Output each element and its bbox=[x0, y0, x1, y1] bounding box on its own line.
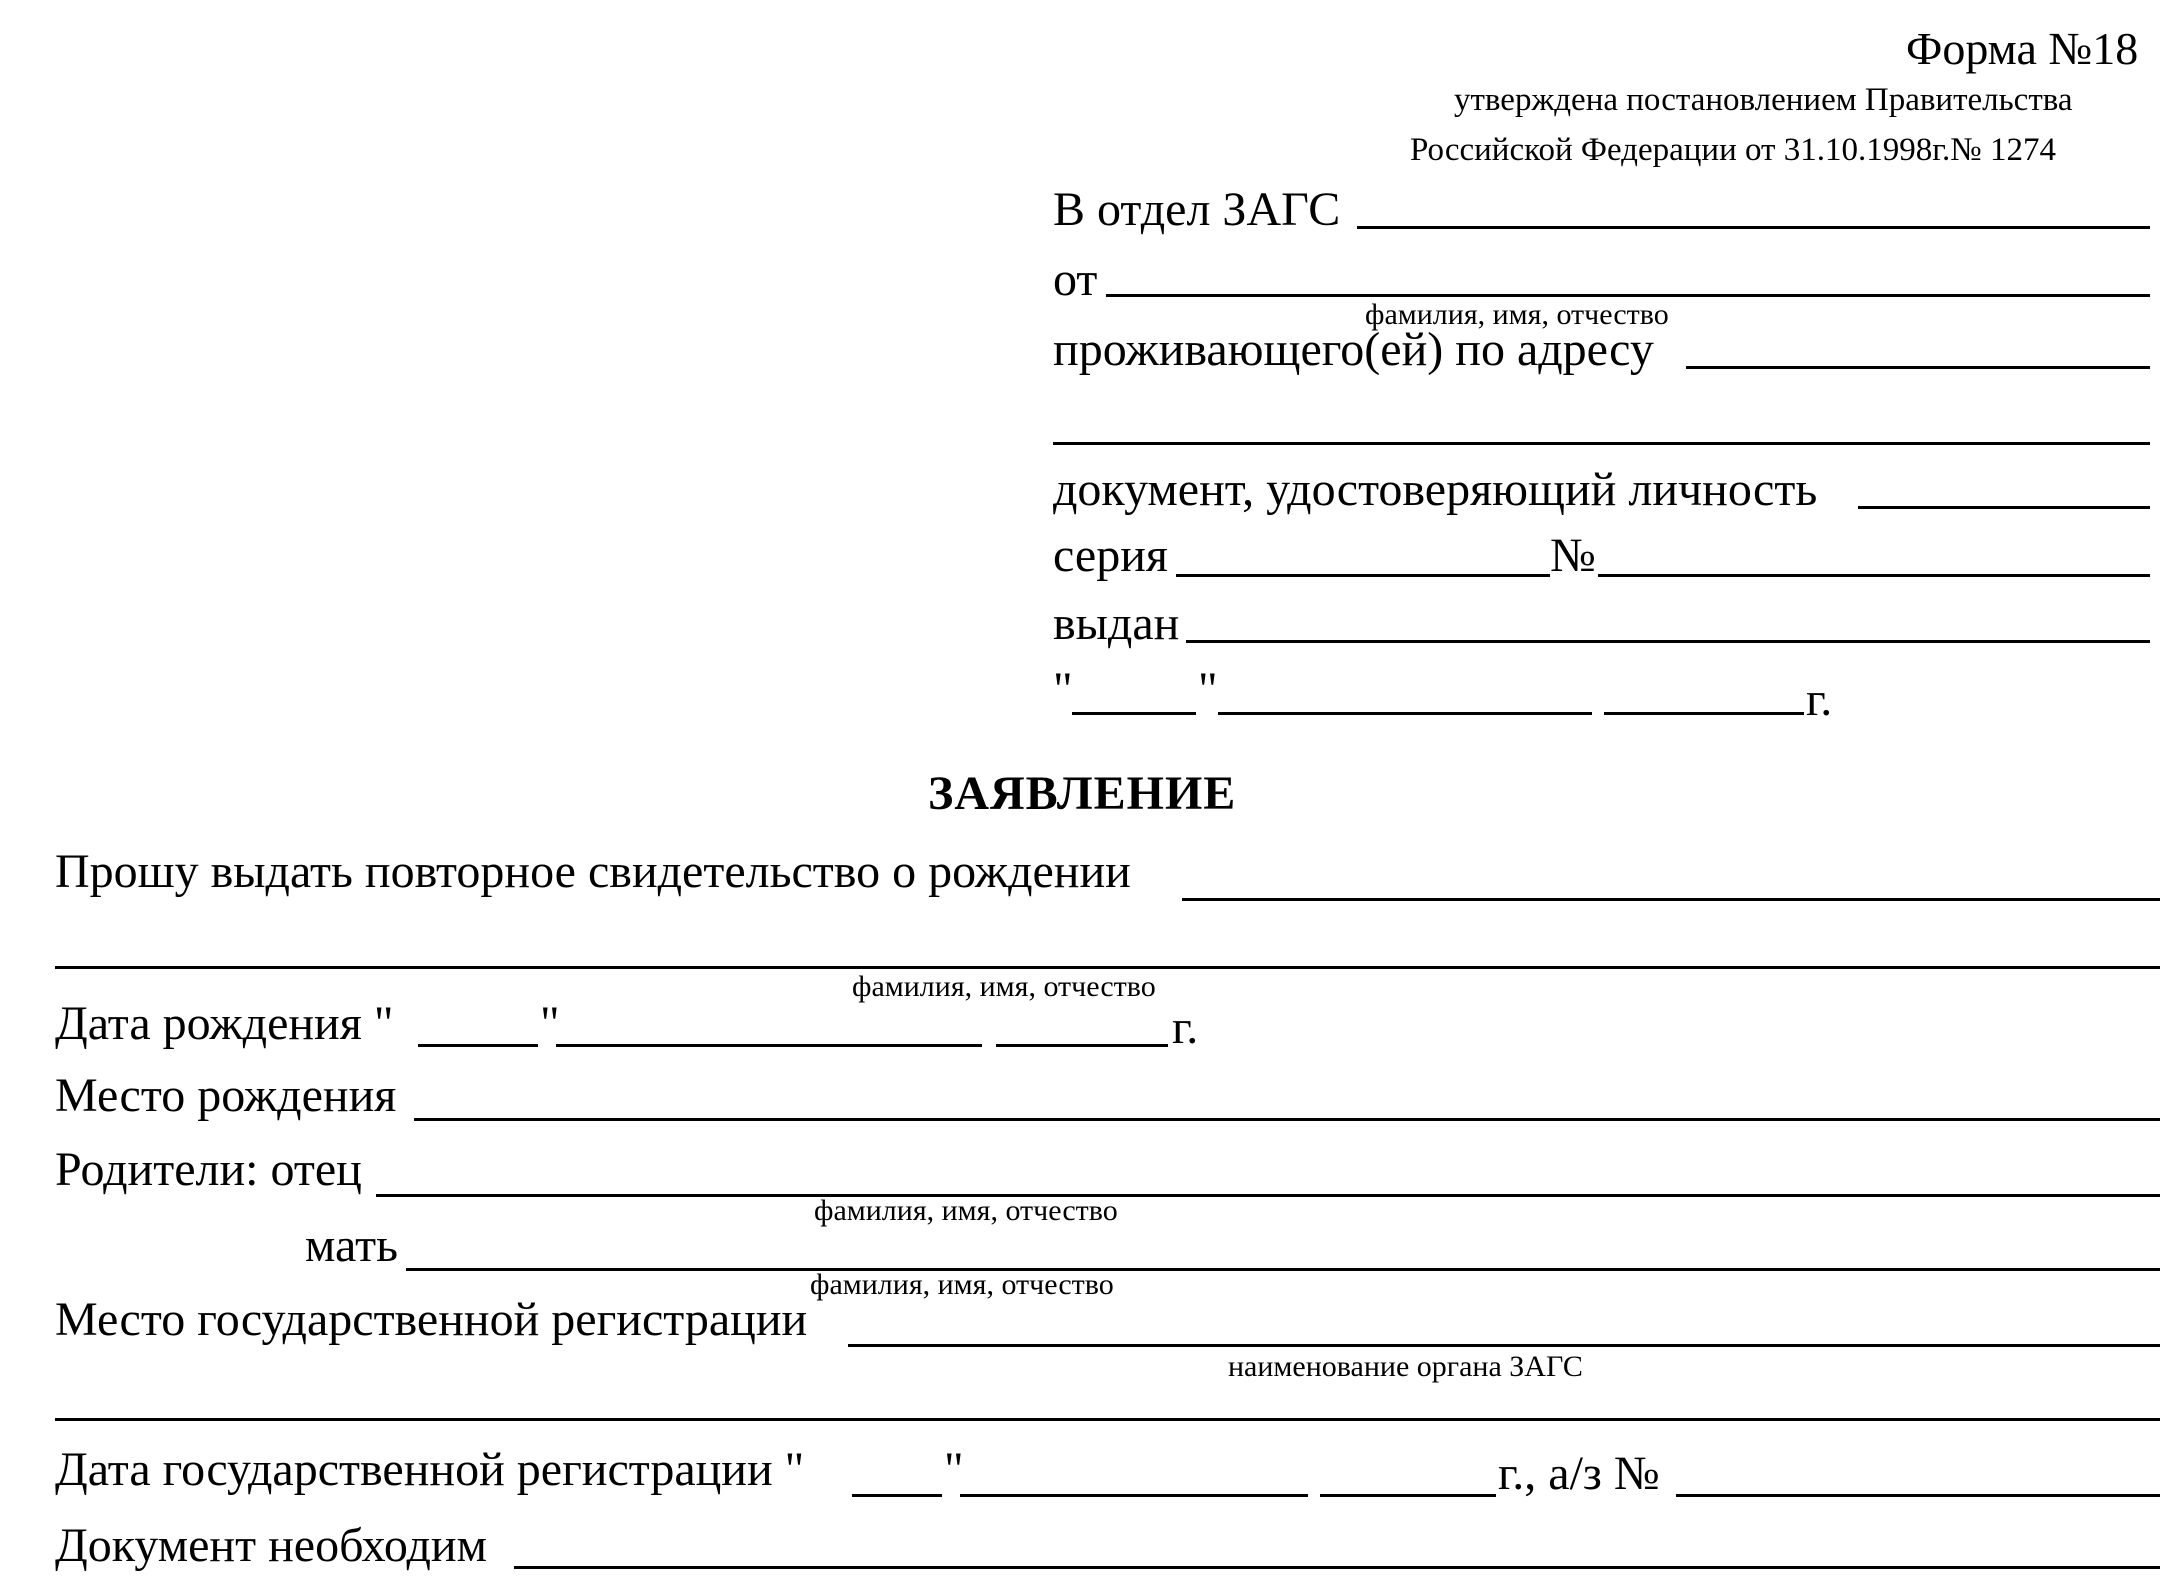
birth-place-field[interactable] bbox=[414, 1118, 2160, 1121]
address-field-2[interactable] bbox=[1053, 442, 2150, 445]
mother-label: мать bbox=[305, 1219, 398, 1272]
issued-label: выдан bbox=[1053, 597, 1180, 650]
statement-title: ЗАЯВЛЕНИЕ bbox=[928, 767, 1237, 820]
father-caption: фамилия, имя, отчество bbox=[814, 1194, 1118, 1227]
issue-date-close-quote: " bbox=[1198, 663, 1218, 716]
series-label: серия bbox=[1053, 529, 1168, 582]
birth-month-field[interactable] bbox=[556, 1044, 982, 1047]
request-name-field-1[interactable] bbox=[1182, 898, 2160, 901]
father-name-field[interactable] bbox=[376, 1194, 2160, 1197]
birth-place-label: Место рождения bbox=[55, 1069, 397, 1122]
issue-day-field[interactable] bbox=[1072, 712, 1196, 715]
mother-name-field[interactable] bbox=[406, 1268, 2160, 1271]
approval-line-2: Российской Федерации от 31.10.1998г.№ 1274 bbox=[1410, 132, 2057, 168]
father-label: Родители: отец bbox=[55, 1143, 362, 1196]
applicant-name-field[interactable] bbox=[1106, 294, 2150, 297]
request-caption: фамилия, имя, отчество bbox=[852, 970, 1156, 1003]
birth-year-suffix: г. bbox=[1172, 1001, 1199, 1054]
number-field[interactable] bbox=[1598, 574, 2150, 577]
issue-year-suffix: г. bbox=[1806, 673, 1833, 726]
mother-caption: фамилия, имя, отчество bbox=[810, 1268, 1114, 1301]
from-label: от bbox=[1053, 253, 1098, 306]
birth-day-field[interactable] bbox=[418, 1044, 538, 1047]
reg-year-field[interactable] bbox=[1320, 1494, 1496, 1497]
reg-month-field[interactable] bbox=[960, 1494, 1308, 1497]
number-label: № bbox=[1550, 529, 1596, 582]
reg-place-caption: наименование органа ЗАГС bbox=[1228, 1350, 1583, 1383]
residing-label: проживающего(ей) по адресу bbox=[1053, 323, 1654, 376]
issued-field[interactable] bbox=[1186, 640, 2150, 643]
reg-year-record-label: г., а/з № bbox=[1498, 1447, 1660, 1500]
issue-date-open-quote: " bbox=[1053, 663, 1073, 716]
request-label: Прошу выдать повторное свидетельство о рождении bbox=[55, 845, 1131, 898]
form-number: Форма №18 bbox=[1906, 23, 2139, 74]
zags-field[interactable] bbox=[1357, 226, 2150, 229]
to-zags-label: В отдел ЗАГС bbox=[1053, 183, 1341, 236]
birth-date-label: Дата рождения " bbox=[55, 997, 394, 1050]
reg-place-label: Место государственной регистрации bbox=[55, 1293, 808, 1346]
reg-place-field-2[interactable] bbox=[55, 1418, 2160, 1421]
reg-date-close-quote: " bbox=[944, 1443, 964, 1496]
approval-line-1: утверждена постановлением Правительства bbox=[1454, 82, 2073, 118]
issue-month-field[interactable] bbox=[1218, 712, 1592, 715]
document-needed-field[interactable] bbox=[514, 1566, 2160, 1569]
record-number-field[interactable] bbox=[1676, 1494, 2160, 1497]
birth-date-close-quote: " bbox=[540, 997, 560, 1050]
request-name-field-2[interactable] bbox=[55, 966, 2160, 969]
address-field-1[interactable] bbox=[1686, 366, 2150, 369]
reg-day-field[interactable] bbox=[852, 1494, 942, 1497]
reg-date-label: Дата государственной регистрации " bbox=[55, 1443, 805, 1496]
birth-year-field[interactable] bbox=[996, 1044, 1168, 1047]
issue-year-field[interactable] bbox=[1604, 712, 1804, 715]
series-field[interactable] bbox=[1176, 574, 1550, 577]
id-document-label: документ, удостоверяющий личность bbox=[1053, 463, 1818, 516]
from-caption: фамилия, имя, отчество bbox=[1365, 298, 1669, 331]
reg-place-field-1[interactable] bbox=[848, 1344, 2160, 1347]
document-needed-label: Документ необходим bbox=[55, 1519, 487, 1572]
id-document-field[interactable] bbox=[1858, 506, 2150, 509]
